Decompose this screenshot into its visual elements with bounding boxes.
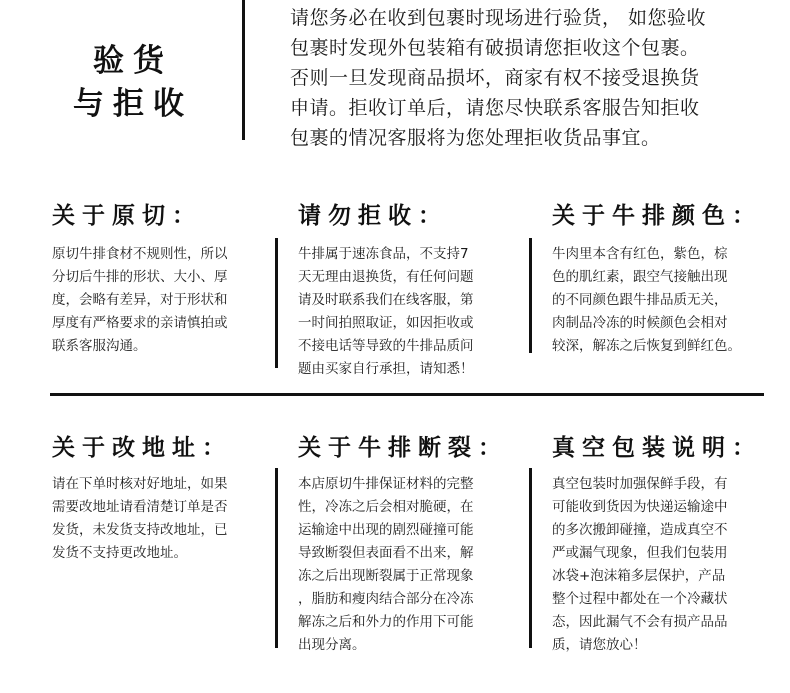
text-line: 肉制品冷冻的时候颜色会相对	[552, 315, 728, 331]
text-line: 性，冷冻之后会相对脆硬，在	[298, 499, 474, 515]
intro-text	[290, 3, 780, 153]
section-heading-steak-breakage: 关于牛排断裂：	[298, 435, 508, 461]
intro-text-line: 申请。拒收订单后，请您尽快联系客服告知拒收	[290, 97, 700, 119]
text-line: 牛排属于速冻食品，不支持7	[298, 246, 469, 262]
intro-title	[58, 40, 208, 126]
text-line: 需要改地址请看清楚订单是否	[52, 499, 228, 515]
intro-divider	[242, 0, 245, 140]
text-line: 出现分离。	[298, 637, 366, 653]
text-line: 色的肌红素，跟空气接触出现	[552, 269, 728, 285]
section-text-no-rejection	[298, 243, 474, 381]
section-heading-no-rejection: 请勿拒收：	[298, 203, 448, 229]
section-text-steak-color	[552, 243, 741, 358]
text-line: 导致断裂但表面看不出来，解	[298, 545, 474, 561]
text-line: 可能收到货因为快递运输途中	[552, 499, 728, 515]
text-line: 整个过程中都处在一个冷藏状	[552, 591, 728, 607]
text-line: 请及时联系我们在线客服，第	[298, 292, 474, 308]
intro-text-line: 请您务必在收到包裹时现场进行验货， 如您验收	[290, 7, 707, 29]
intro-text-line: 包裹时发现外包装箱有破损请您拒收这个包裹。	[290, 37, 700, 59]
text-line: 分切后牛排的形状、大小、厚	[52, 269, 228, 285]
section-heading-vacuum-packaging: 真空包装说明：	[552, 435, 762, 461]
text-line: 态，因此漏气不会有损产品品	[552, 614, 728, 630]
column-divider	[529, 238, 532, 353]
column-divider	[529, 468, 532, 648]
intro-title-line: 验货	[93, 43, 173, 79]
column-divider	[275, 468, 278, 648]
section-heading-original-cut: 关于原切：	[52, 203, 202, 229]
text-line: 本店原切牛排保证材料的完整	[298, 476, 474, 492]
section-text-steak-breakage	[298, 473, 474, 657]
text-line: 解冻之后和外力的作用下可能	[298, 614, 474, 630]
text-line: 严或漏气现象，但我们包装用	[552, 545, 728, 561]
text-line: 的不同颜色跟牛排品质无关，	[552, 292, 728, 308]
section-heading-address-change: 关于改地址：	[52, 435, 232, 461]
text-line: ，脂肪和瘦肉结合部分在冷冻	[298, 591, 474, 607]
intro-text-line: 包裹的情况客服将为您处理拒收货品事宜。	[290, 127, 661, 149]
text-line: 度，会略有差异，对于形状和	[52, 292, 228, 308]
text-line: 厚度有严格要求的亲请慎拍或	[52, 315, 228, 331]
section-heading-steak-color: 关于牛排颜色：	[552, 203, 762, 229]
text-line: 一时间拍照取证，如因拒收或	[298, 315, 474, 331]
text-line: 天无理由退换货，有任何问题	[298, 269, 474, 285]
intro-text-line: 否则一旦发现商品损坏，商家有权不接受退换货	[290, 67, 700, 89]
section-text-vacuum-packaging	[552, 473, 728, 657]
section-text-original-cut	[52, 243, 228, 358]
intro-title-line: 与拒收	[73, 86, 193, 122]
column-divider	[275, 238, 278, 368]
text-line: 请在下单时核对好地址，如果	[52, 476, 228, 492]
text-line: 发货，未发货支持改地址，已	[52, 522, 228, 538]
text-line: 冻之后出现断裂属于正常现象	[298, 568, 474, 584]
text-line: 原切牛排食材不规则性，所以	[52, 246, 228, 262]
text-line: 的多次搬卸碰撞，造成真空不	[552, 522, 728, 538]
text-line: 质，请您放心！	[552, 637, 647, 653]
text-line: 联系客服沟通。	[52, 338, 147, 354]
text-line: 真空包装时加强保鲜手段，有	[552, 476, 728, 492]
text-line: 冰袋+泡沫箱多层保护，产品	[552, 568, 726, 584]
text-line: 题由买家自行承担，请知悉！	[298, 361, 474, 377]
text-line: 牛肉里本含有红色，紫色，棕	[552, 246, 728, 262]
text-line: 运输途中出现的剧烈碰撞可能	[298, 522, 474, 538]
section-separator	[50, 393, 764, 396]
text-line: 较深，解冻之后恢复到鲜红色。	[552, 338, 741, 354]
text-line: 发货不支持更改地址。	[52, 545, 187, 561]
text-line: 不接电话等导致的牛排品质问	[298, 338, 474, 354]
section-text-address-change	[52, 473, 228, 565]
